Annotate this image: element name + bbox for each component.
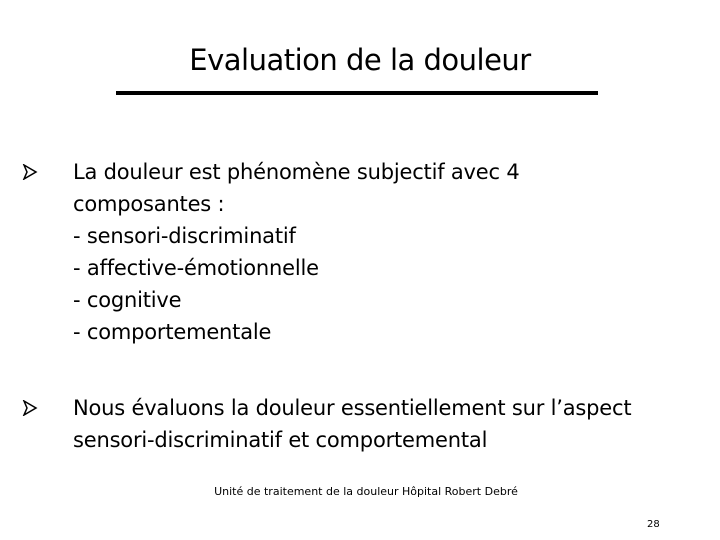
sub-item: - affective-émotionnelle [73,256,319,280]
bullet-first-line [22,156,520,188]
arrow-bullet-icon [22,156,73,188]
sub-item: - comportementale [73,320,272,344]
bullet-text: Nous évaluons la douleur essentiellement sur l’aspect [73,396,632,420]
sub-item: - cognitive [73,288,182,312]
bullet-text-continued: composantes : [73,192,225,216]
bullet-text-continued: sensori-discriminatif et comportemental [73,428,488,452]
bullet-first-line [22,392,631,424]
page-number: 28 [647,519,660,530]
bullet-text: La douleur est phénomène subjectif avec 4 [73,160,520,184]
slide-title: Evaluation de la douleur [189,43,531,77]
bullet-item [22,156,520,348]
slide-footer: Unité de traitement de la douleur Hôpital Robert Debré [214,485,518,498]
bullet-item [22,392,631,456]
sub-item: - sensori-discriminatif [73,224,296,248]
title-underline [116,91,598,95]
arrow-bullet-icon [22,392,73,424]
